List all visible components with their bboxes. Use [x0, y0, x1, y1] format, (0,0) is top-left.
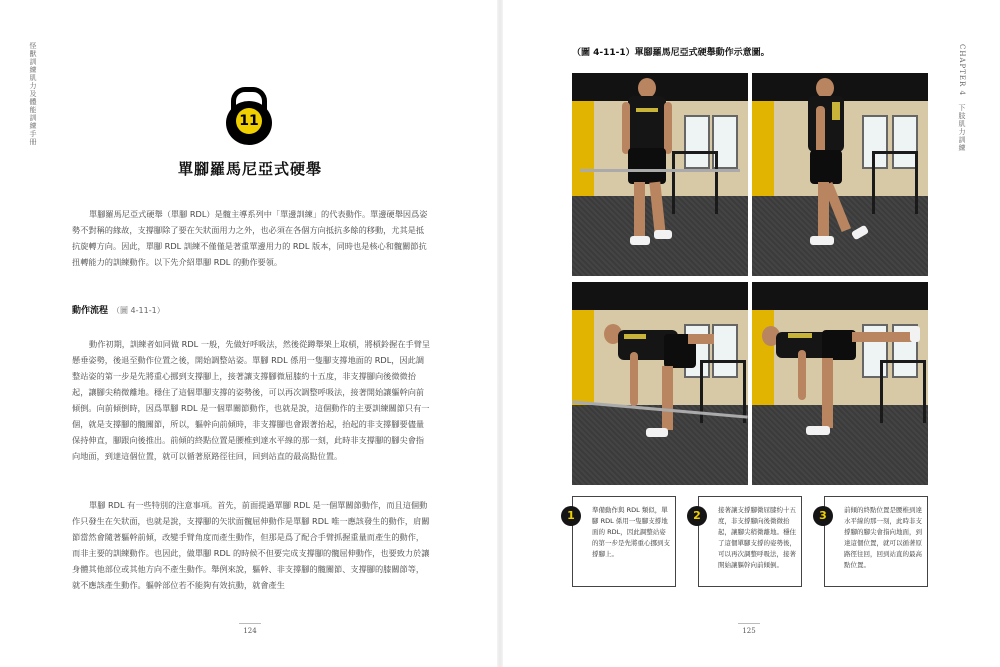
- section-heading: [72, 303, 165, 316]
- chapter-number: 11: [236, 108, 262, 134]
- notes-paragraph: 單腳 RDL 有一些特別的注意事項。首先，前面提過單腳 RDL 是一個單關節動作，而且這個動作只發生在矢狀面，也就是說，支撐腳的矢狀面髖屈伸動作是單腳 RDL 唯一應該發生的動作，肩關節當然會隨著軀幹前傾，改變手臂角度而產生動作，但那是爲了配合手臂抓握重量而產生的動作，而非主要的訓練動作。也因此，做單腳 RDL 的時候不但要完成支撐腳的髖屈伸動作，也要致力於讓身體其他部位或其他方向不產生動作。舉例來說，軀幹、非支撐腳的髖關節、支撐腳的膝關節等，就不應該產生動作。軀幹部位若不能夠有效抗動，就會產生: [72, 500, 430, 590]
- figure-caption: （圖 4-11-1）單腳羅馬尼亞式硬舉動作示意圖。: [572, 48, 770, 58]
- step-number-badge: 3: [813, 506, 833, 526]
- kettlebell-icon: [226, 87, 272, 145]
- page-number-left: 124: [235, 623, 265, 635]
- photo-front-hinge: [572, 282, 748, 485]
- step-text: 前傾的終點位置是腰椎到達水平線的那一刻，此時非支撐腳的腳尖會指向地面，到達這個位置，就可以循著原路徑往回，回到站直的最高點位置。: [844, 506, 922, 569]
- page-number-right: 125: [734, 623, 764, 635]
- step-number-badge: 2: [687, 506, 707, 526]
- intro-paragraph: 單腳羅馬尼亞式硬舉（單腳 RDL）是髖主導系列中「單邊訓練」的代表動作。單邊硬舉因爲姿勢不對稱的緣故，支撐腳除了要在矢狀面用力之外，也必須在各個方向抵抗多餘的移動，尤其是抵抗旋轉方向。因此，單腳 RDL 訓練不僅僅是著重單邊用力的 RDL 版本，同時也是核心和髖關節抗扭轉能力的訓練動作。以下先介紹單腳 RDL 的動作要領。: [72, 209, 428, 267]
- page-title: 單腳羅馬尼亞式硬舉: [177, 160, 322, 178]
- step-box-3: [819, 496, 928, 587]
- book-gutter: [497, 0, 503, 667]
- step-box-1: [567, 496, 676, 587]
- section-title: 動作流程: [72, 306, 109, 316]
- step-number-badge: 1: [561, 506, 581, 526]
- step-text: 接著讓支撐腳微屈膝約十五度，非支撐腳向後微微抬起，讓腳尖稍微離地。穩住了這個單腳支撐的姿勢後，可以再次調整呼吸法，接著開始讓軀幹向前傾倒。: [718, 506, 796, 569]
- photo-side-hinge: [752, 282, 928, 485]
- step-box-2: [693, 496, 802, 587]
- photo-side-standing: [752, 73, 928, 276]
- section-figure-ref: （圖 4-11-1）: [112, 306, 165, 315]
- running-head-left: 怪獸訓練肌力及體能訓練手冊: [29, 42, 37, 146]
- process-paragraph: 動作初期，訓練者如同做 RDL 一般，先做好呼吸法，然後從蹲舉架上取槓，將槓鈴握在手臂呈懸垂姿勢，後退至動作位置之後，開始調整站姿。單腳 RDL 係用一隻腳支撐地面的 RDL，因此調整站姿的第一步是先將重心挪到支撐腳上，接著讓支撐腳微屈膝約十五度，非支撐腳向後微微抬起，讓腳尖稍微離地。穩住了這個單腳支撐的姿勢後，可以再次調整呼吸法，接著開始讓軀幹向前傾倒。向前傾倒時，因爲單腳 RDL 是一個單關節動作，也就是說，這個動作的主要訓練關節只有一個，就是支撐腳的髖關節，所以，軀幹向前傾時，非支撐腳也會跟著抬起，抬起的非支撐腳要儘量保持伸直，腳跟向後推出。前傾的終點位置是腰椎到達水平線的那一刻，此時非支撐腳的腳尖會指向地面，到達這個位置，就可以循著原路徑往回，回到站直的最高點位置。: [72, 339, 431, 461]
- step-text: 準備動作與 RDL 類似，單腳 RDL 係用一隻腳支撐地面的 RDL，因此調整站姿的第一步是先將重心挪到支撐腳上。: [592, 506, 670, 558]
- running-head-right: CHAPTER 4 下肢肌力訓練: [958, 44, 966, 152]
- photo-standing-start: [572, 73, 748, 276]
